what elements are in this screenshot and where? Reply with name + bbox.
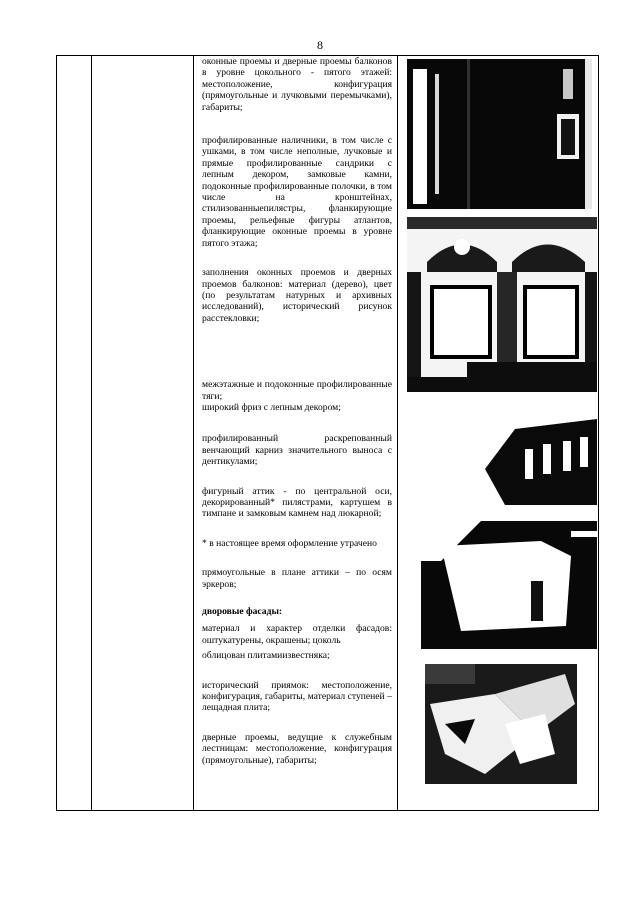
pit-steps-photo bbox=[425, 664, 577, 784]
paragraph-window-fillings: заполнения оконных проемов и дверных проемов балконов: материал (дерево), цвет (по результатам натурных и архивных исследований), исторический рисунок расстекловки; bbox=[202, 267, 392, 324]
paragraph-courtyard-finish: материал и характер отделки фасадов: оштукатурены, окрашены; цоколь bbox=[202, 623, 392, 646]
paragraph-window-openings: оконные проемы и дверные проемы балконов в уровне цокольного - пятого этажей: местоположение, конфигурация (прямоугольные и лучковыми перемычками), габариты; bbox=[202, 56, 392, 113]
column-divider bbox=[193, 56, 194, 810]
atlantes-window-photo bbox=[407, 217, 597, 392]
paragraph-pit: исторический приямок: местоположение, конфигурация, габариты, материал ступеней – лещадная плита; bbox=[202, 679, 392, 714]
paragraph-limestone: облицован плитамиизвестняка; bbox=[202, 650, 330, 662]
paragraph-attic: фигурный аттик - по центральной оси, декорированный* пилястрами, картушем в тимпане и замковым камнем над люкарной; bbox=[202, 485, 392, 520]
paragraph-service-doors: дверные проемы, ведущие к служебным лестницам: местоположение, конфигурация (прямоугольные), габариты; bbox=[202, 731, 392, 766]
paragraph-string-courses: межэтажные и подоконные профилированные тяги; bbox=[202, 379, 392, 402]
paragraph-frieze: широкий фриз с лепным декором; bbox=[202, 401, 341, 413]
column-divider bbox=[397, 56, 398, 810]
cornice-photo bbox=[485, 419, 597, 505]
section-heading-courtyard: дворовые фасады: bbox=[202, 606, 283, 617]
column-divider bbox=[91, 56, 92, 810]
facade-windows-photo bbox=[407, 59, 592, 209]
description-column bbox=[202, 56, 392, 766]
paragraph-architraves: профилированные наличники, в том числе с ушками, в том числе неполные, лучковые и прямые профилированные сандрики с лепным декором, замковые камни, подоконные профилированные полочки, в том числе на кронштейнах, стилизованныепилястры, фланкирующие проемы, рельефные фигуры атлантов, фланкирующие оконные проемы в уровне пятого этажа; bbox=[202, 135, 392, 249]
page-number: 8 bbox=[317, 38, 323, 52]
paragraph-attics-bays: прямоугольные в плане аттики – по осям эркеров; bbox=[202, 567, 392, 590]
paragraph-cornice: профилированный раскрепованный венчающий карниз значительного выноса с дентикулами; bbox=[202, 433, 392, 468]
content-table bbox=[56, 55, 599, 811]
paragraph-footnote: * в настоящее время оформление утрачено bbox=[202, 537, 377, 549]
attic-photo bbox=[421, 521, 597, 649]
